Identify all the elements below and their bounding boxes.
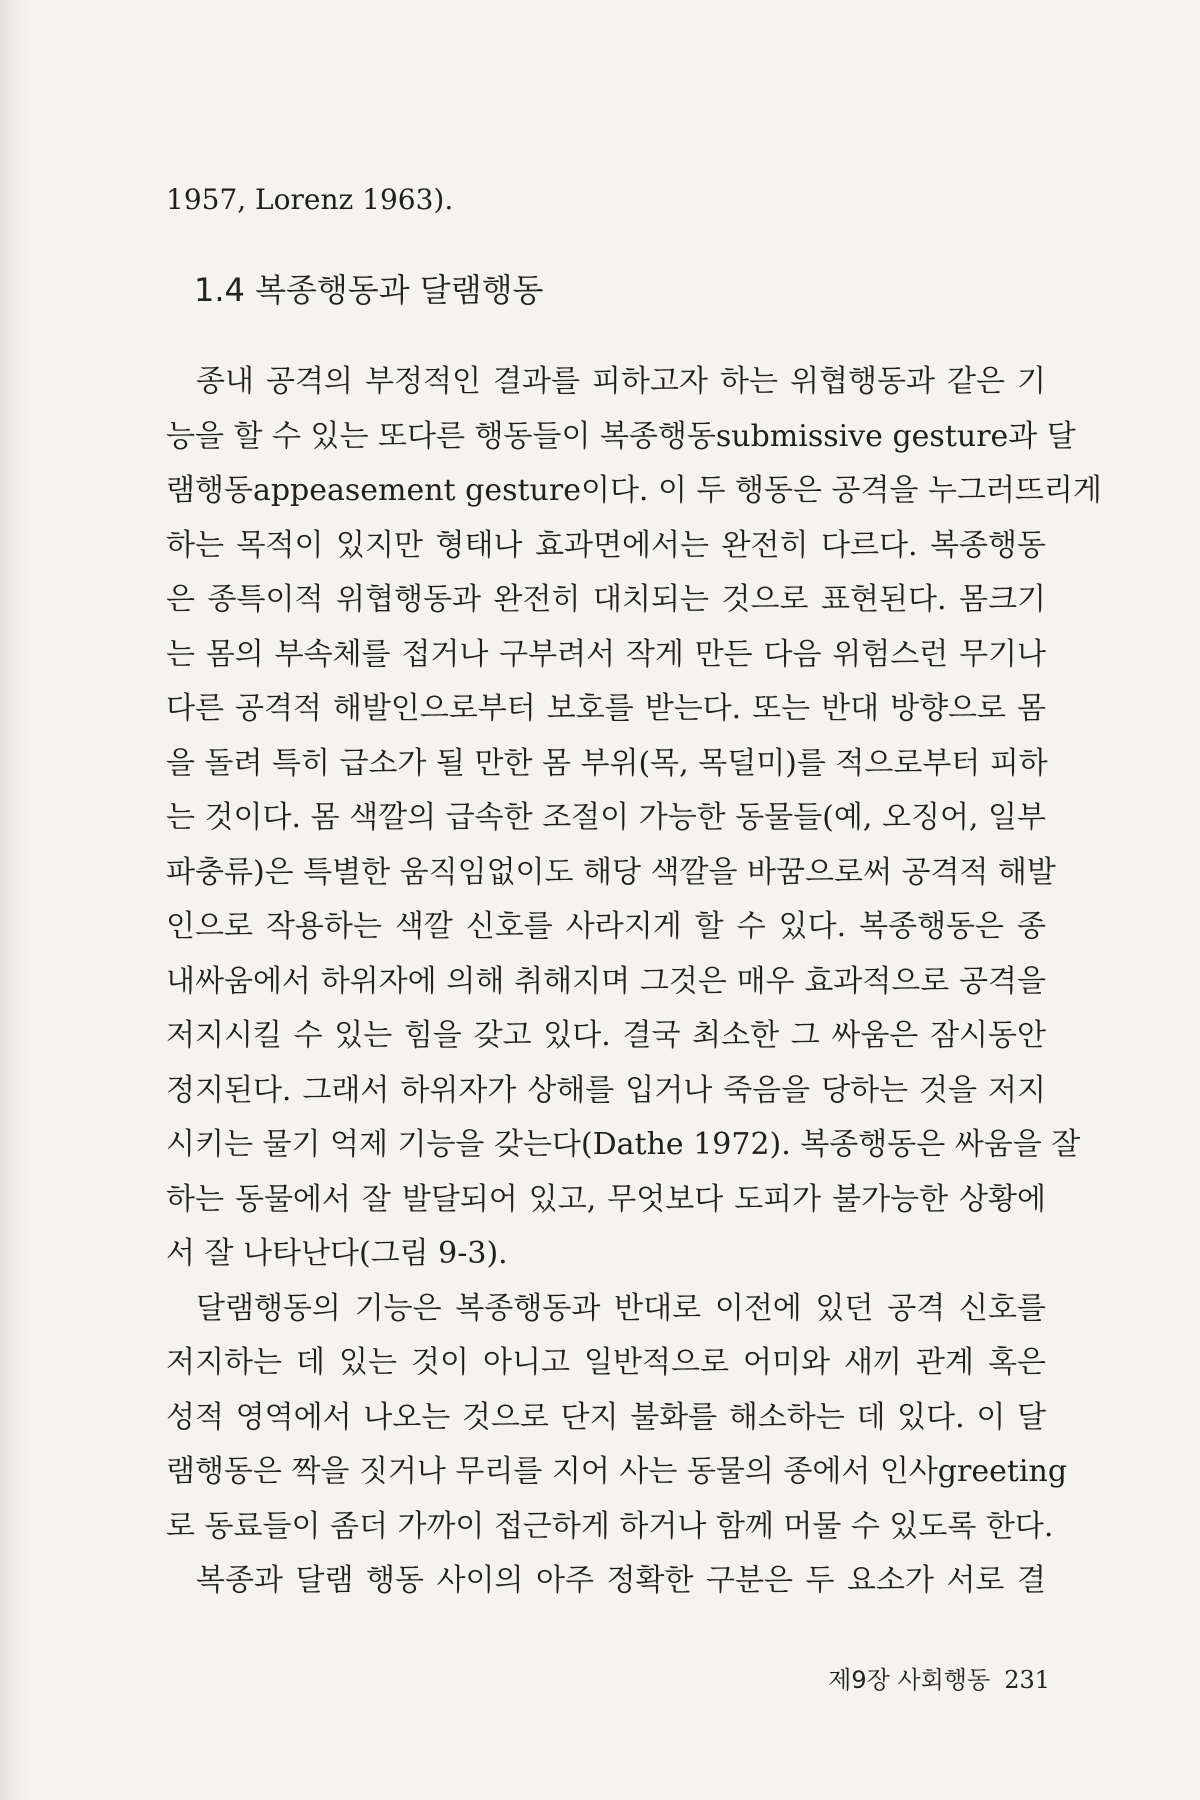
text-line: 파충류)은 특별한 움직임없이도 해당 색깔을 바꿈으로써 공격적 해발 bbox=[166, 854, 1056, 890]
text-line: 는 몸의 부속체를 접거나 구부려서 작게 만든 다음 위험스런 무기나 bbox=[166, 636, 1046, 672]
paragraph-appeasement-gesture bbox=[166, 1282, 1068, 1555]
paragraph-distinction bbox=[166, 1554, 1046, 1609]
text-line: 하는 동물에서 잘 발달되어 있고, 무엇보다 도피가 불가능한 상황에 bbox=[166, 1181, 1046, 1217]
text-line: 을 돌려 특히 급소가 될 만한 몸 부위(목, 목덜미)를 적으로부터 피하 bbox=[166, 745, 1048, 781]
text-line: 성적 영역에서 나오는 것으로 단지 불화를 해소하는 데 있다. 이 달 bbox=[166, 1399, 1046, 1435]
page-footer bbox=[828, 1660, 1050, 1695]
text-line: 내싸움에서 하위자에 의해 취해지며 그것은 매우 효과적으로 공격을 bbox=[166, 963, 1046, 999]
page-content bbox=[166, 180, 1102, 1609]
text-line: 시키는 물기 억제 기능을 갖는다(Dathe 1972). 복종행동은 싸움을 잘 bbox=[166, 1127, 1081, 1162]
text-line: 능을 할 수 있는 또다른 행동들이 복종행동submissive gesture과 달 bbox=[166, 418, 1076, 454]
text-line: 는 것이다. 몸 색깔의 급속한 조절이 가능한 동물들(예, 오징어, 일부 bbox=[166, 800, 1046, 835]
paragraph-submissive-gesture bbox=[166, 355, 1102, 1282]
page-gutter-shadow bbox=[0, 0, 30, 1800]
text-line: 저지시킬 수 있는 힘을 갖고 있다. 결국 최소한 그 싸움은 잠시동안 bbox=[166, 1018, 1046, 1053]
running-footer-chapter: 제9장 사회행동 bbox=[828, 1666, 991, 1694]
text-line: 램행동appeasement gesture이다. 이 두 행동은 공격을 누그러뜨리게 bbox=[166, 473, 1102, 508]
text-line: 다른 공격적 해발인으로부터 보호를 받는다. 또는 반대 방향으로 몸 bbox=[166, 691, 1046, 726]
text-line: 인으로 작용하는 색깔 신호를 사라지게 할 수 있다. 복종행동은 종 bbox=[166, 909, 1046, 944]
text-line: 정지된다. 그래서 하위자가 상해를 입거나 죽음을 당하는 것을 저지 bbox=[166, 1072, 1046, 1108]
text-line: 달램행동의 기능은 복종행동과 반대로 이전에 있던 공격 신호를 bbox=[196, 1290, 1046, 1326]
text-line: 하는 목적이 있지만 형태나 효과면에서는 완전히 다르다. 복종행동 bbox=[166, 527, 1046, 563]
text-line: 램행동은 짝을 짓거나 무리를 지어 사는 동물의 종에서 인사greeting bbox=[166, 1454, 1068, 1489]
text-line: 은 종특이적 위협행동과 완전히 대치되는 것으로 표현된다. 몸크기 bbox=[166, 582, 1046, 617]
text-line: 저지하는 데 있는 것이 아니고 일반적으로 어미와 새끼 관계 혹은 bbox=[166, 1345, 1046, 1380]
text-line: 로 동료들이 좀더 가까이 접근하게 하거나 함께 머물 수 있도록 한다. bbox=[166, 1508, 1054, 1544]
section-heading: 1.4 복종행동과 달램행동 bbox=[194, 271, 544, 309]
text-line: 복종과 달램 행동 사이의 아주 정확한 구분은 두 요소가 서로 결 bbox=[196, 1563, 1046, 1598]
continued-citation-line: 1957, Lorenz 1963). bbox=[166, 183, 454, 216]
text-line: 서 잘 나타난다(그림 9-3). bbox=[166, 1236, 508, 1271]
text-line: 종내 공격의 부정적인 결과를 피하고자 하는 위협행동과 같은 기 bbox=[196, 364, 1046, 399]
page-number: 231 bbox=[1004, 1666, 1050, 1694]
